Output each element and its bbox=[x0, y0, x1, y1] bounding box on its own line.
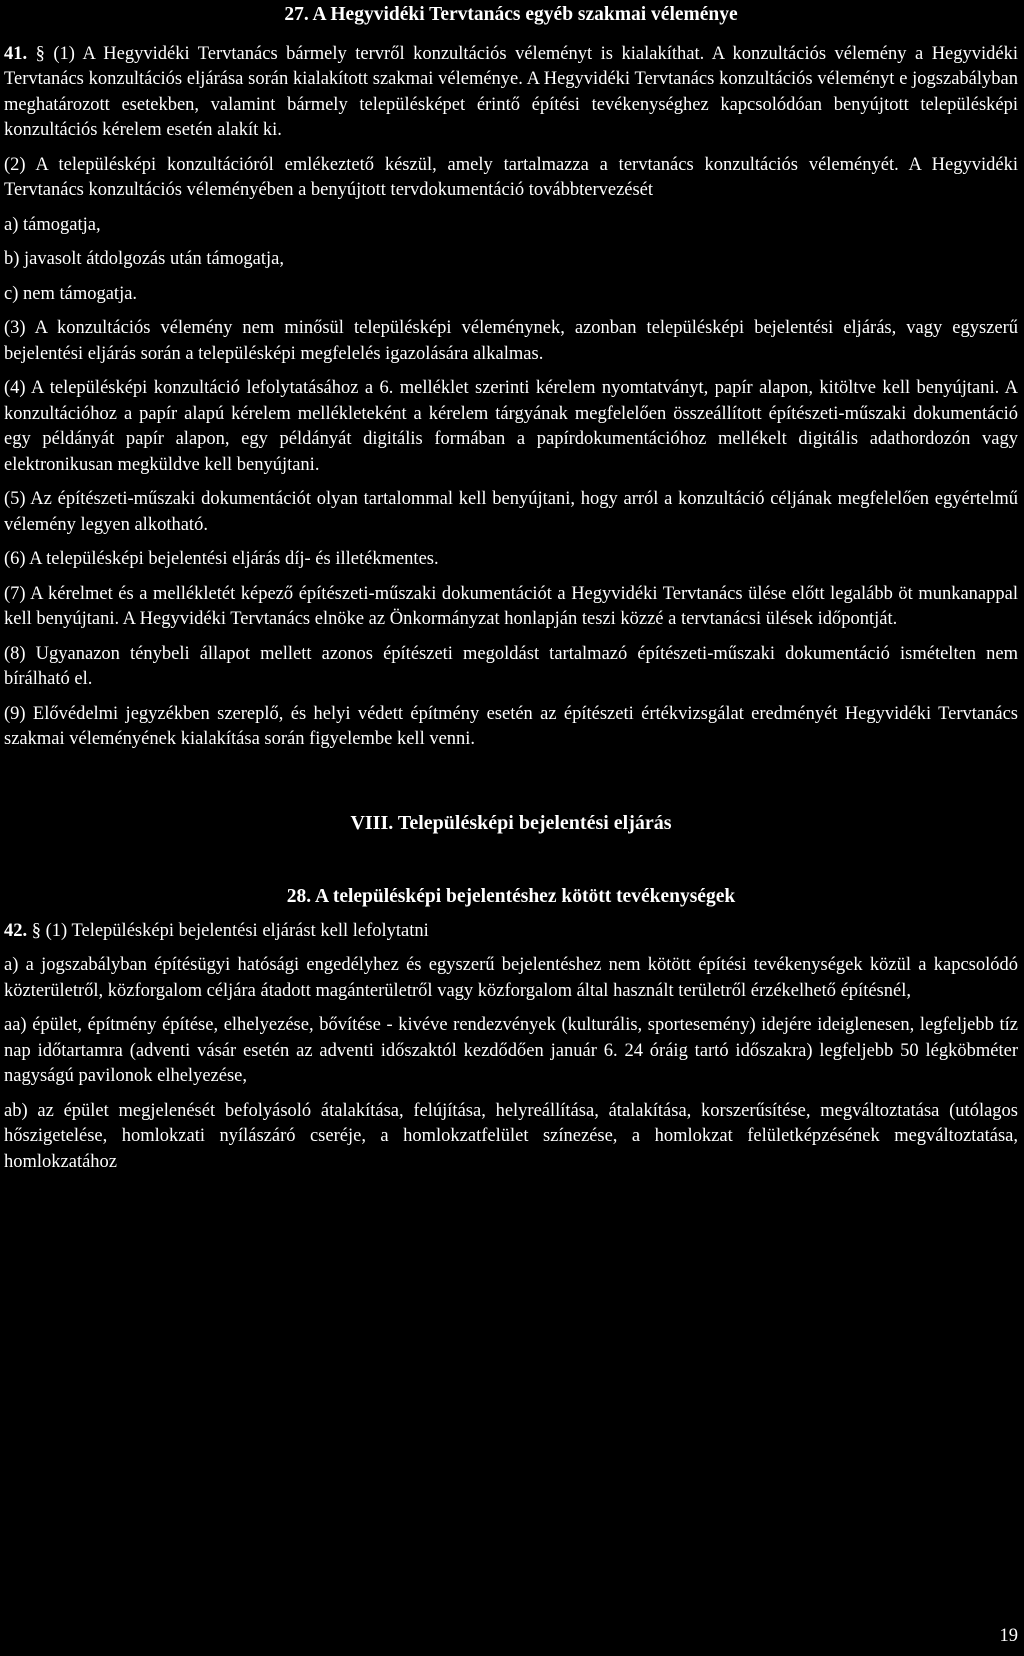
art41-paragraph-6: (6) A településképi bejelentési eljárás díj- és illetékmentes. bbox=[4, 549, 439, 569]
heading-28: 28. A településképi bejelentéshez kötött tevékenységek bbox=[286, 886, 736, 907]
art42-p1-text: § (1) Településképi bejelentési eljárást kell lefolytatni bbox=[31, 920, 429, 941]
art41-point-c: c) nem támogatja. bbox=[4, 283, 138, 304]
art41-point-a: a) támogatja, bbox=[4, 214, 101, 235]
document-body bbox=[4, 2, 1018, 1184]
art42-point-aa: aa) épület, építmény építése, elhelyezése, bővítése - kivéve rendezvények (kulturális, sportesemény) idejére ideiglenesen, legfeljebb tíz nap időtartamra (adventi vásár esetén az adventi időszaktól kezdődően január 6. 24 óráig tartó időszakra) legfeljebb 50 légköbméter nagyságú pavilonok elhelyezése, bbox=[4, 1015, 1018, 1086]
art41-point-b: b) javasolt átdolgozás után támogatja, bbox=[4, 249, 284, 269]
art41-paragraph-8: (8) Ugyanazon ténybeli állapot mellett azonos építészeti megoldást tartalmazó építészeti-műszaki dokumentáció ismételten nem bírálható el. bbox=[4, 643, 1018, 689]
section-viii-title: VIII. Településképi bejelentési eljárás bbox=[350, 811, 672, 834]
art41-paragraph-3: (3) A konzultációs vélemény nem minősül településképi véleménynek, azonban településképi bejelentési eljárás, vagy egyszerű bejelentési eljárás során a településképi megfelelés igazolására alkalmas. bbox=[4, 318, 1018, 364]
art41-paragraph-2: (2) A településképi konzultációról emlékeztető készül, amely tartalmazza a tervtanács konzultációs véleményét. A Hegyvidéki Tervtanács konzultációs véleményében a benyújtott tervdokumentáció továbbtervezését bbox=[4, 154, 1018, 200]
article-number-41: 41. bbox=[4, 43, 28, 64]
art42-point-a: a) a jogszabályban építésügyi hatósági engedélyhez és egyszerű bejelentéshez nem kötött építési tevékenységek közül a kapcsolódó közterületről, közforgalom céljára átadott magánterületről vagy közforgalom által használt területről érzékelhető építésnél, bbox=[4, 955, 1018, 1001]
page-number: 19 bbox=[999, 1626, 1018, 1646]
art41-p1-text: § (1) A Hegyvidéki Tervtanács bármely tervről konzultációs véleményt is kialakíthat. A konzultációs vélemény a Hegyvidéki Tervtanács konzultációs eljárása során kialakított szakmai véleménye. A Hegyvidéki Tervtanács konzultációs véleményt e jogszabályban meghatározott esetekben, valamint bármely településképet érintő építési tevékenységhez kapcsolódóan benyújtott településképi konzultációs kérelem esetén alakít ki. bbox=[4, 43, 1019, 140]
art41-paragraph-9: (9) Elővédelmi jegyzékben szereplő, és helyi védett építmény esetén az építészeti értékvizsgálat eredményét Hegyvidéki Tervtanács szakmai véleményének kialakítása során figyelembe kell venni. bbox=[4, 703, 1018, 749]
art41-paragraph-4: (4) A településképi konzultáció lefolytatásához a 6. melléklet szerinti kérelem nyomtatványt, papír alapon, kitöltve kell benyújtani. A konzultációhoz a papír alapú kérelem mellékleteként a kérelem tárgyának megfelelően összeállított építészeti-műszaki dokumentáció egy példányát papír alapon, egy példányát digitális formában a papírdokumentációhoz mellékelt digitális adathordozón vagy elektronikusan megküldve kell benyújtani. bbox=[4, 378, 1018, 475]
article-number-42: 42. bbox=[4, 920, 28, 941]
heading-27: 27. A Hegyvidéki Tervtanács egyéb szakmai véleménye bbox=[284, 4, 738, 25]
art41-paragraph-5: (5) Az építészeti-műszaki dokumentációt olyan tartalommal kell benyújtani, hogy arról a konzultáció céljának megfelelően egyértelmű vélemény legyen alkotható. bbox=[4, 489, 1018, 535]
art42-paragraph-1 bbox=[4, 919, 1018, 945]
art42-point-ab: ab) az épület megjelenését befolyásoló átalakítása, felújítása, helyreállítása, átalakítása, korszerűsítése, megváltoztatása (utólagos hőszigetelése, homlokzati nyílászáró cseréje, a homlokzatfelület színezése, a homlokzat felületképzésének megváltoztatása, homlokzatához bbox=[4, 1100, 1018, 1172]
art41-paragraph-7: (7) A kérelmet és a mellékletét képező építészeti-műszaki dokumentációt a Hegyvidéki Tervtanács ülése előtt legalább öt munkanappal kell benyújtani. A Hegyvidéki Tervtanács elnöke az Önkormányzat honlapján teszi közzé a tervtanácsi ülések időpontját. bbox=[4, 583, 1018, 629]
art41-paragraph-1 bbox=[4, 42, 1018, 144]
